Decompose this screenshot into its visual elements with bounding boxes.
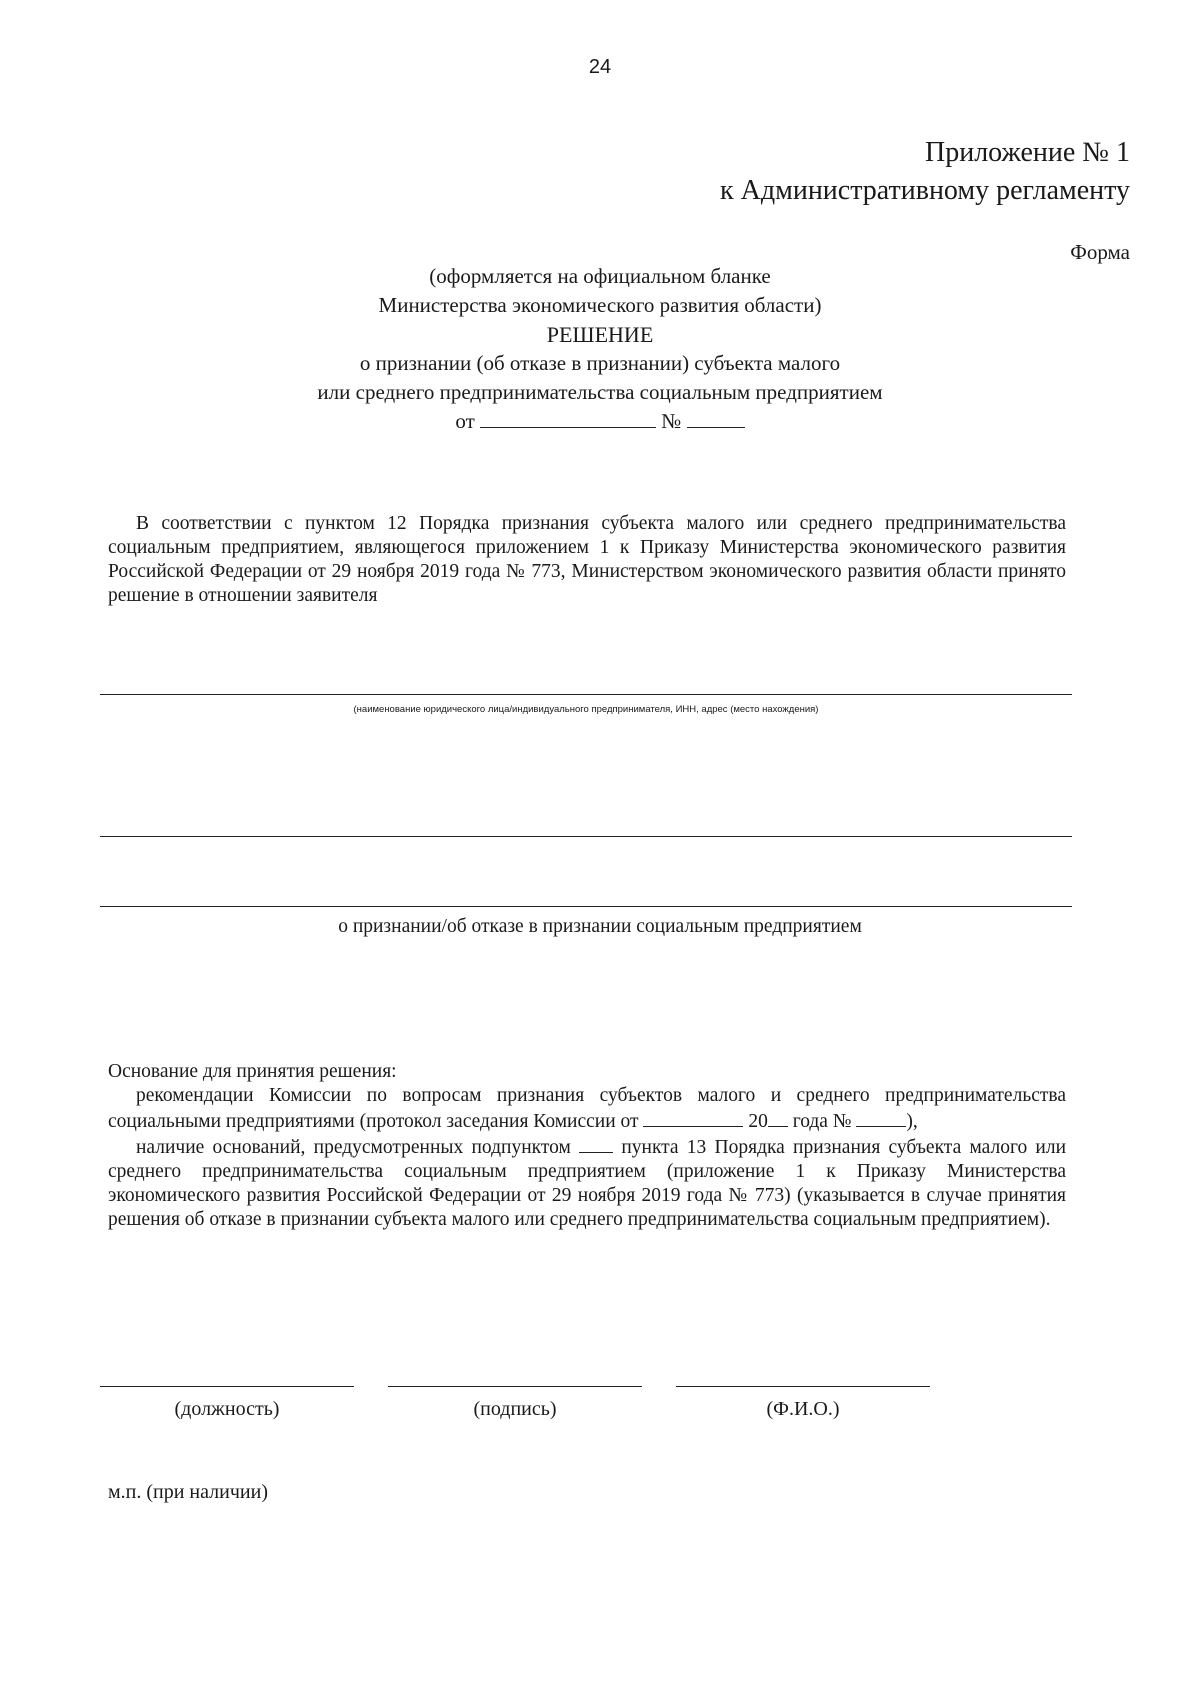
number-blank [687,407,745,428]
basis-recommendation [108,1084,1066,1134]
intro-paragraph-block [108,512,1066,608]
applicant-caption: (наименование юридического лица/индивидуального предпринимателя, ИНН, адрес (место нахождения) [353,704,819,715]
name-signature-line [676,1386,930,1387]
position-label: (должность) [174,1398,280,1420]
decision-title: РЕШЕНИЕ [546,322,654,347]
appendix-number: Приложение № 1 [925,137,1130,168]
basis-block [108,1060,1066,1232]
applicant-blank-line-2 [100,836,1072,837]
name-label: (Ф.И.О.) [766,1398,840,1420]
intro-paragraph: В соответствии с пунктом 12 Порядка признания субъекта малого или среднего предпринимательства социальным предприятием, являющегося приложением 1 к Приказу Министерства экономического развития Российской Федерации от 29 ноября 2019 года № 773, Министерством экономического развития области принято решение в отношении заявителя [108,513,1066,606]
applicant-name-line [100,694,1072,695]
date-prefix: от [455,409,475,433]
recommendation-close: ), [906,1111,918,1132]
date-blank [480,407,656,428]
recognition-line: о признании/об отказе в признании социальным предприятием [338,916,862,937]
appendix-header [720,134,1130,210]
position-signature-line [100,1386,354,1387]
form-label: Форма [1070,240,1130,264]
decision-header [0,262,1200,436]
applicant-blank-line-3 [100,906,1072,907]
decision-subtitle-line1: о признании (об отказе в признании) субъекта малого [359,351,841,375]
protocol-date-blank [643,1108,743,1127]
decision-subtitle-line2: или среднего предпринимательства социальным предприятием [317,380,883,404]
grounds-text: пункта 13 Порядка признания субъекта малого или среднего предпринимательства социальным предприятием (приложение 1 к Приказу Министерства экономического развития Российской Федерации от 29 ноября 2019 года № 773) (указывается в случае принятия решения об отказе в признании субъекта малого или среднего предпринимательства социальным предприятием). [108,1137,1067,1230]
letterhead-note-line1: (оформляется на официальном бланке [429,264,771,288]
signature-label: (подпись) [473,1398,557,1420]
number-sign: № [661,409,682,433]
signature-line [388,1386,642,1387]
page-number: 24 [588,56,612,78]
basis-heading: Основание для принятия решения: [108,1061,397,1082]
protocol-number-blank [856,1108,906,1127]
date-number-line [0,407,1200,436]
year-suffix: года № [792,1111,852,1132]
stamp-note: м.п. (при наличии) [108,1481,268,1503]
recommendation-text: рекомендации Комиссии по вопросам признания субъектов малого и среднего предпринимательства социальными предприятиями (протокол заседания Комиссии от [108,1085,1066,1132]
year-blank [768,1108,788,1127]
year-prefix: 20 [748,1111,768,1132]
basis-grounds [108,1134,1066,1232]
letterhead-note-line2: Министерства экономического развития области) [378,293,822,317]
grounds-prefix: наличие оснований, предусмотренных подпунктом [136,1137,571,1158]
subpoint-blank [579,1134,613,1153]
appendix-regulation: к Административному регламенту [720,175,1130,206]
